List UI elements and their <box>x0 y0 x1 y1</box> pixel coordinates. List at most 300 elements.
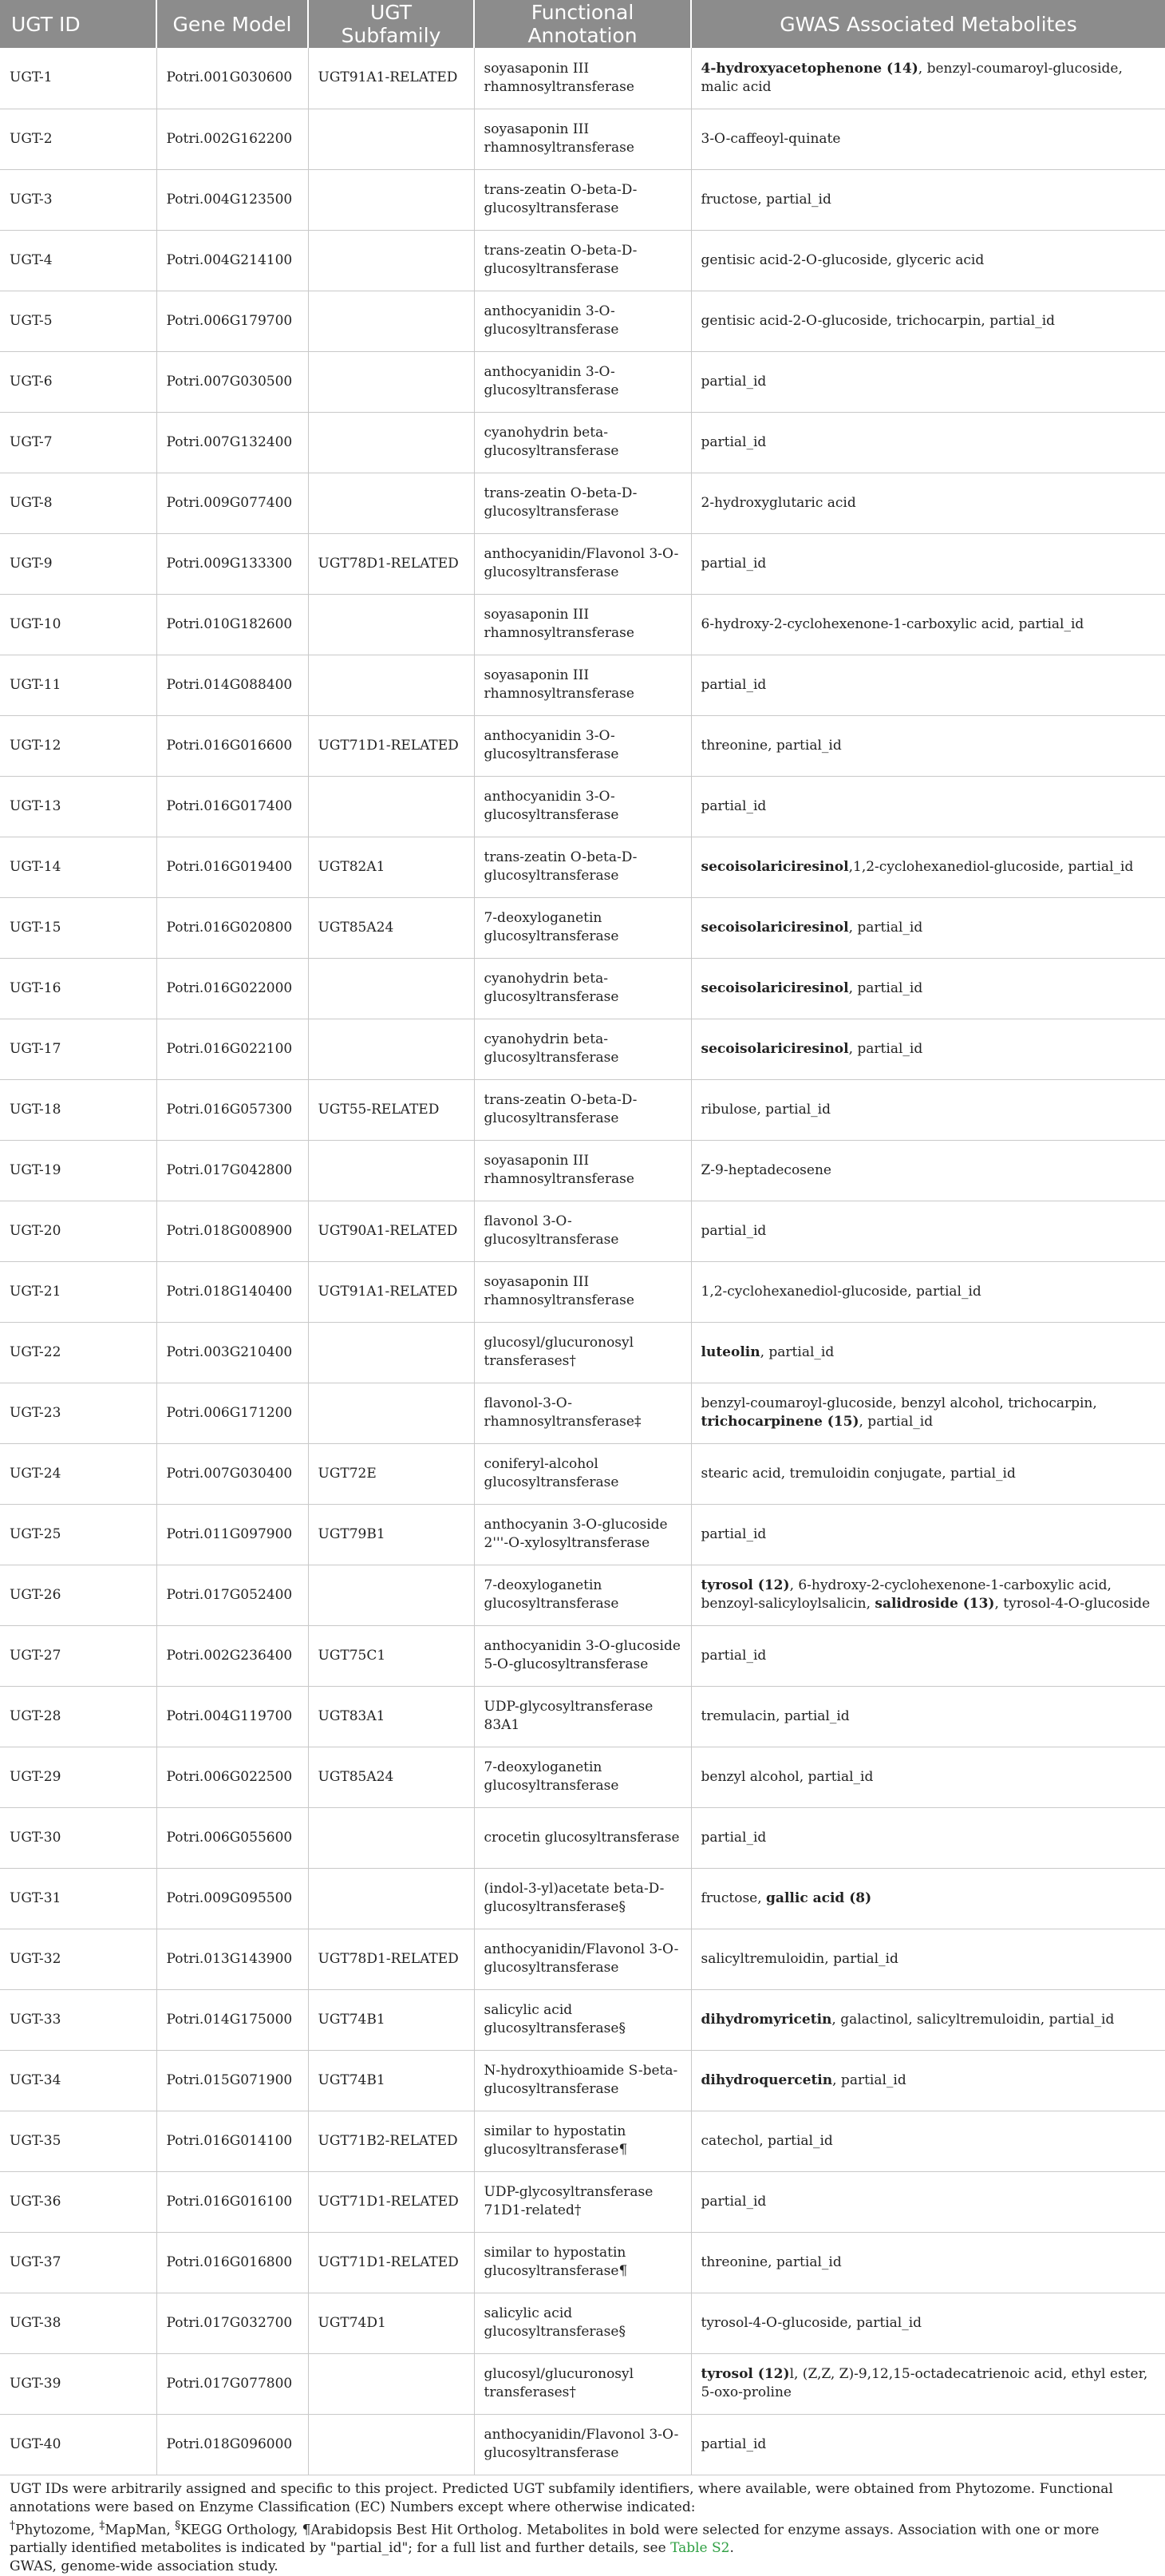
metabolite-text: catechol, partial_id <box>701 2133 833 2149</box>
cell-gwas-metabolites <box>691 2232 1165 2293</box>
cell-gwas-metabolites <box>691 1989 1165 2050</box>
metabolite-text: partial_id <box>701 2194 767 2210</box>
cell-ugt-id: UGT-36 <box>0 2171 156 2232</box>
cell-ugt-subfamily <box>308 473 474 533</box>
cell-ugt-subfamily: UGT78D1-RELATED <box>308 1929 474 1989</box>
cell-functional-annotation: anthocyanidin 3-O-glucosyltransferase <box>474 715 691 776</box>
cell-gwas-metabolites <box>691 958 1165 1019</box>
table-row <box>0 48 1165 109</box>
metabolite-text: fructose, partial_id <box>701 192 831 208</box>
cell-gwas-metabolites <box>691 412 1165 473</box>
cell-gene-model: Potri.006G171200 <box>156 1383 308 1443</box>
table-row <box>0 1201 1165 1261</box>
footnote-sup-section: § <box>175 2519 180 2532</box>
cell-gene-model: Potri.009G077400 <box>156 473 308 533</box>
bold-metabolite: secoisolariciresinol <box>701 980 849 996</box>
cell-gwas-metabolites <box>691 776 1165 837</box>
table-row <box>0 1140 1165 1201</box>
cell-functional-annotation: UDP-glycosyltransferase 71D1-related† <box>474 2171 691 2232</box>
bold-metabolite: salidroside (13) <box>875 1596 994 1612</box>
metabolite-text: partial_id <box>701 1223 767 1239</box>
cell-gene-model: Potri.016G016100 <box>156 2171 308 2232</box>
cell-functional-annotation: soyasaponin III rhamnosyltransferase <box>474 48 691 109</box>
cell-ugt-subfamily <box>308 958 474 1019</box>
cell-ugt-subfamily: UGT79B1 <box>308 1504 474 1565</box>
cell-gwas-metabolites <box>691 897 1165 958</box>
cell-ugt-subfamily <box>308 2414 474 2475</box>
cell-ugt-id: UGT-18 <box>0 1079 156 1140</box>
metabolite-text: partial_id <box>701 556 767 572</box>
table-row <box>0 1868 1165 1929</box>
cell-gene-model: Potri.016G017400 <box>156 776 308 837</box>
cell-ugt-id: UGT-15 <box>0 897 156 958</box>
cell-gene-model: Potri.007G030500 <box>156 351 308 412</box>
cell-functional-annotation: soyasaponin III rhamnosyltransferase <box>474 1261 691 1322</box>
cell-ugt-id: UGT-17 <box>0 1019 156 1079</box>
header-ugt-subfamily: UGT Subfamily <box>308 0 474 48</box>
cell-gwas-metabolites <box>691 1201 1165 1261</box>
cell-gwas-metabolites <box>691 655 1165 715</box>
cell-gene-model: Potri.016G019400 <box>156 837 308 897</box>
cell-gwas-metabolites <box>691 837 1165 897</box>
cell-ugt-id: UGT-28 <box>0 1686 156 1747</box>
metabolite-text: partial_id <box>701 1830 767 1846</box>
cell-functional-annotation: crocetin glucosyltransferase <box>474 1807 691 1868</box>
cell-ugt-subfamily <box>308 1383 474 1443</box>
cell-gene-model: Potri.016G016800 <box>156 2232 308 2293</box>
metabolite-text: partial_id <box>701 677 767 693</box>
table-row <box>0 2293 1165 2353</box>
table-footnotes <box>0 2475 1165 2576</box>
cell-gene-model: Potri.001G030600 <box>156 48 308 109</box>
metabolite-text: 3-O-caffeoyl-quinate <box>701 131 841 147</box>
metabolite-text: partial_id <box>701 434 767 450</box>
table-row <box>0 1625 1165 1686</box>
cell-gene-model: Potri.016G014100 <box>156 2111 308 2171</box>
cell-gwas-metabolites <box>691 1868 1165 1929</box>
bold-metabolite: dihydromyricetin <box>701 2012 832 2028</box>
cell-gwas-metabolites <box>691 1747 1165 1807</box>
metabolite-text: , tyrosol-4-O-glucoside <box>994 1596 1150 1612</box>
cell-ugt-subfamily <box>308 109 474 169</box>
cell-gene-model: Potri.018G008900 <box>156 1201 308 1261</box>
cell-functional-annotation: anthocyanidin 3-O-glucosyltransferase <box>474 291 691 351</box>
table-row <box>0 2050 1165 2111</box>
footnote-line-2 <box>10 2517 1155 2558</box>
header-gene-model: Gene Model <box>156 0 308 48</box>
cell-ugt-id: UGT-23 <box>0 1383 156 1443</box>
cell-ugt-subfamily: UGT83A1 <box>308 1686 474 1747</box>
cell-gene-model: Potri.009G095500 <box>156 1868 308 1929</box>
table-row <box>0 1807 1165 1868</box>
footnote-sup-ddagger: ‡ <box>99 2519 105 2532</box>
cell-ugt-subfamily: UGT71B2-RELATED <box>308 2111 474 2171</box>
metabolite-text: partial_id <box>701 1648 767 1664</box>
cell-gwas-metabolites <box>691 2111 1165 2171</box>
cell-gwas-metabolites <box>691 533 1165 594</box>
cell-gwas-metabolites <box>691 473 1165 533</box>
cell-ugt-subfamily: UGT74B1 <box>308 1989 474 2050</box>
cell-gene-model: Potri.006G022500 <box>156 1747 308 1807</box>
metabolite-text: gentisic acid-2-O-glucoside, trichocarpin, partial_id <box>701 313 1056 329</box>
cell-ugt-id: UGT-13 <box>0 776 156 837</box>
cell-ugt-subfamily <box>308 1322 474 1383</box>
bold-metabolite: tyrosol (12) <box>701 1577 790 1593</box>
cell-ugt-id: UGT-11 <box>0 655 156 715</box>
cell-ugt-id: UGT-20 <box>0 1201 156 1261</box>
cell-functional-annotation: anthocyanidin/Flavonol 3-O-glucosyltransferase <box>474 2414 691 2475</box>
cell-functional-annotation: 7-deoxyloganetin glucosyltransferase <box>474 1747 691 1807</box>
cell-functional-annotation: trans-zeatin O-beta-D-glucosyltransferase <box>474 169 691 230</box>
footnote-phytozome: Phytozome, <box>15 2522 99 2538</box>
cell-ugt-subfamily: UGT90A1-RELATED <box>308 1201 474 1261</box>
metabolite-text: ,1,2-cyclohexanediol-glucoside, partial_id <box>849 859 1134 875</box>
cell-gwas-metabolites <box>691 1625 1165 1686</box>
metabolite-text: tremulacin, partial_id <box>701 1708 850 1724</box>
cell-gwas-metabolites <box>691 1322 1165 1383</box>
table-row <box>0 169 1165 230</box>
table-header-row <box>0 0 1165 48</box>
metabolite-text: partial_id <box>701 798 767 814</box>
table-row <box>0 1261 1165 1322</box>
cell-gwas-metabolites <box>691 715 1165 776</box>
header-ugt-id: UGT ID <box>0 0 156 48</box>
cell-ugt-subfamily <box>308 1019 474 1079</box>
table-row <box>0 655 1165 715</box>
cell-ugt-subfamily: UGT85A24 <box>308 1747 474 1807</box>
cell-functional-annotation: cyanohydrin beta-glucosyltransferase <box>474 412 691 473</box>
cell-ugt-subfamily: UGT55-RELATED <box>308 1079 474 1140</box>
metabolite-text: benzyl alcohol, partial_id <box>701 1769 874 1785</box>
metabolite-text: stearic acid, tremuloidin conjugate, partial_id <box>701 1466 1016 1482</box>
cell-ugt-subfamily <box>308 291 474 351</box>
cell-ugt-id: UGT-19 <box>0 1140 156 1201</box>
cell-ugt-subfamily: UGT91A1-RELATED <box>308 48 474 109</box>
cell-ugt-id: UGT-7 <box>0 412 156 473</box>
cell-gene-model: Potri.007G132400 <box>156 412 308 473</box>
table-row <box>0 109 1165 169</box>
cell-ugt-id: UGT-8 <box>0 473 156 533</box>
cell-functional-annotation: coniferyl-alcohol glucosyltransferase <box>474 1443 691 1504</box>
cell-gwas-metabolites <box>691 169 1165 230</box>
cell-functional-annotation: anthocyanidin/Flavonol 3-O-glucosyltransferase <box>474 533 691 594</box>
table-row <box>0 1322 1165 1383</box>
cell-gene-model: Potri.004G119700 <box>156 1686 308 1747</box>
cell-ugt-id: UGT-37 <box>0 2232 156 2293</box>
table-row <box>0 594 1165 655</box>
cell-ugt-id: UGT-38 <box>0 2293 156 2353</box>
metabolite-text: , partial_id <box>849 980 923 996</box>
cell-gene-model: Potri.002G236400 <box>156 1625 308 1686</box>
cell-functional-annotation: salicylic acid glucosyltransferase§ <box>474 1989 691 2050</box>
cell-gwas-metabolites <box>691 230 1165 291</box>
header-functional-annotation: Functional Annotation <box>474 0 691 48</box>
cell-ugt-id: UGT-24 <box>0 1443 156 1504</box>
cell-ugt-id: UGT-39 <box>0 2353 156 2414</box>
cell-functional-annotation: (indol-3-yl)acetate beta-D-glucosyltransferase§ <box>474 1868 691 1929</box>
cell-gwas-metabolites <box>691 1807 1165 1868</box>
cell-gwas-metabolites <box>691 1565 1165 1625</box>
cell-ugt-subfamily: UGT71D1-RELATED <box>308 2232 474 2293</box>
bold-metabolite: gallic acid (8) <box>766 1890 871 1906</box>
cell-ugt-id: UGT-22 <box>0 1322 156 1383</box>
cell-gwas-metabolites <box>691 1079 1165 1140</box>
cell-ugt-subfamily <box>308 1868 474 1929</box>
metabolite-text: , 6-hydroxy-2-cyclohexenone-1-carboxylic acid, benzoyl-salicyloylsalicin, <box>701 1577 1112 1612</box>
cell-ugt-subfamily: UGT91A1-RELATED <box>308 1261 474 1322</box>
table-row <box>0 958 1165 1019</box>
table-row <box>0 412 1165 473</box>
metabolite-text: tyrosol-4-O-glucoside, partial_id <box>701 2315 922 2331</box>
cell-gene-model: Potri.013G143900 <box>156 1929 308 1989</box>
cell-ugt-subfamily <box>308 776 474 837</box>
cell-gene-model: Potri.016G057300 <box>156 1079 308 1140</box>
cell-functional-annotation: trans-zeatin O-beta-D-glucosyltransferase <box>474 230 691 291</box>
cell-gwas-metabolites <box>691 48 1165 109</box>
cell-functional-annotation: trans-zeatin O-beta-D-glucosyltransferase <box>474 473 691 533</box>
cell-gwas-metabolites <box>691 2050 1165 2111</box>
bold-metabolite: luteolin <box>701 1344 760 1360</box>
bold-metabolite: 4-hydroxyacetophenone (14) <box>701 61 918 77</box>
table-row <box>0 533 1165 594</box>
cell-gene-model: Potri.016G020800 <box>156 897 308 958</box>
cell-functional-annotation: UDP-glycosyltransferase 83A1 <box>474 1686 691 1747</box>
cell-ugt-subfamily <box>308 351 474 412</box>
table-row <box>0 230 1165 291</box>
cell-gene-model: Potri.007G030400 <box>156 1443 308 1504</box>
cell-functional-annotation: anthocyanidin 3-O-glucoside 5-O-glucosyltransferase <box>474 1625 691 1686</box>
cell-functional-annotation: soyasaponin III rhamnosyltransferase <box>474 594 691 655</box>
table-row <box>0 1019 1165 1079</box>
cell-gwas-metabolites <box>691 2353 1165 2414</box>
cell-ugt-id: UGT-1 <box>0 48 156 109</box>
cell-functional-annotation: soyasaponin III rhamnosyltransferase <box>474 655 691 715</box>
cell-functional-annotation: glucosyl/glucuronosyl transferases† <box>474 1322 691 1383</box>
cell-gene-model: Potri.017G077800 <box>156 2353 308 2414</box>
cell-ugt-id: UGT-27 <box>0 1625 156 1686</box>
metabolite-text: l, (Z,Z, Z)-9,12,15-octadecatrienoic acid, ethyl ester, 5-oxo-proline <box>701 2366 1148 2400</box>
table-row <box>0 1504 1165 1565</box>
cell-gwas-metabolites <box>691 291 1165 351</box>
cell-ugt-id: UGT-4 <box>0 230 156 291</box>
cell-ugt-subfamily: UGT82A1 <box>308 837 474 897</box>
cell-gwas-metabolites <box>691 2293 1165 2353</box>
cell-functional-annotation: 7-deoxyloganetin glucosyltransferase <box>474 1565 691 1625</box>
table-row <box>0 1989 1165 2050</box>
cell-ugt-subfamily <box>308 1565 474 1625</box>
cell-ugt-subfamily <box>308 594 474 655</box>
cell-gwas-metabolites <box>691 351 1165 412</box>
footnote-kegg: KEGG Orthology, ¶Arabidopsis Best Hit Ortholog. Metabolites in bold were selected for enzyme assays. Association with one or more partially identified metabolites is indicated by "partial_id"; for a full list and further details, see <box>10 2522 1099 2556</box>
metabolite-text: threonine, partial_id <box>701 2254 842 2270</box>
cell-ugt-id: UGT-25 <box>0 1504 156 1565</box>
cell-ugt-id: UGT-30 <box>0 1807 156 1868</box>
cell-gwas-metabolites <box>691 594 1165 655</box>
cell-functional-annotation: anthocyanidin 3-O-glucosyltransferase <box>474 351 691 412</box>
cell-ugt-subfamily: UGT74D1 <box>308 2293 474 2353</box>
cell-gene-model: Potri.006G055600 <box>156 1807 308 1868</box>
cell-ugt-id: UGT-31 <box>0 1868 156 1929</box>
cell-gene-model: Potri.018G096000 <box>156 2414 308 2475</box>
cell-functional-annotation: similar to hypostatin glucosyltransferase¶ <box>474 2111 691 2171</box>
cell-gene-model: Potri.017G032700 <box>156 2293 308 2353</box>
cell-functional-annotation: trans-zeatin O-beta-D-glucosyltransferase <box>474 1079 691 1140</box>
bold-metabolite: secoisolariciresinol <box>701 859 849 875</box>
table-row <box>0 291 1165 351</box>
cell-ugt-id: UGT-34 <box>0 2050 156 2111</box>
cell-ugt-subfamily: UGT75C1 <box>308 1625 474 1686</box>
table-row <box>0 897 1165 958</box>
metabolite-text: , partial_id <box>832 2072 906 2088</box>
table-row <box>0 715 1165 776</box>
cell-gene-model: Potri.017G052400 <box>156 1565 308 1625</box>
cell-functional-annotation: flavonol 3-O-glucosyltransferase <box>474 1201 691 1261</box>
cell-gene-model: Potri.011G097900 <box>156 1504 308 1565</box>
table-row <box>0 2353 1165 2414</box>
bold-metabolite: trichocarpinene (15) <box>701 1414 859 1430</box>
table-s2-link[interactable]: Table S2 <box>670 2540 729 2556</box>
table-row <box>0 2232 1165 2293</box>
cell-gene-model: Potri.002G162200 <box>156 109 308 169</box>
table-row <box>0 2414 1165 2475</box>
cell-ugt-id: UGT-29 <box>0 1747 156 1807</box>
cell-ugt-id: UGT-40 <box>0 2414 156 2475</box>
cell-gwas-metabolites <box>691 1261 1165 1322</box>
metabolite-text: partial_id <box>701 374 767 390</box>
metabolite-text: , partial_id <box>760 1344 835 1360</box>
metabolite-text: , partial_id <box>849 1041 923 1057</box>
table-row <box>0 1443 1165 1504</box>
cell-gene-model: Potri.009G133300 <box>156 533 308 594</box>
cell-gwas-metabolites <box>691 1140 1165 1201</box>
cell-functional-annotation: soyasaponin III rhamnosyltransferase <box>474 109 691 169</box>
table-row <box>0 1383 1165 1443</box>
cell-gene-model: Potri.017G042800 <box>156 1140 308 1201</box>
cell-functional-annotation: cyanohydrin beta-glucosyltransferase <box>474 958 691 1019</box>
cell-functional-annotation: glucosyl/glucuronosyl transferases† <box>474 2353 691 2414</box>
cell-gene-model: Potri.003G210400 <box>156 1322 308 1383</box>
header-gwas-metabolites: GWAS Associated Metabolites <box>691 0 1165 48</box>
table-row <box>0 1929 1165 1989</box>
cell-functional-annotation: cyanohydrin beta-glucosyltransferase <box>474 1019 691 1079</box>
cell-ugt-subfamily: UGT78D1-RELATED <box>308 533 474 594</box>
cell-gene-model: Potri.004G214100 <box>156 230 308 291</box>
metabolite-text: ribulose, partial_id <box>701 1102 831 1118</box>
cell-functional-annotation: trans-zeatin O-beta-D-glucosyltransferase <box>474 837 691 897</box>
table-row <box>0 1686 1165 1747</box>
cell-gene-model: Potri.018G140400 <box>156 1261 308 1322</box>
footnote-sup-dagger: † <box>10 2519 15 2532</box>
bold-metabolite: dihydroquercetin <box>701 2072 833 2088</box>
cell-gwas-metabolites <box>691 2414 1165 2475</box>
cell-gene-model: Potri.016G016600 <box>156 715 308 776</box>
cell-gwas-metabolites <box>691 1019 1165 1079</box>
footnote-mapman: MapMan, <box>105 2522 175 2538</box>
cell-ugt-subfamily <box>308 1807 474 1868</box>
cell-ugt-id: UGT-35 <box>0 2111 156 2171</box>
cell-ugt-id: UGT-9 <box>0 533 156 594</box>
metabolite-text: 2-hydroxyglutaric acid <box>701 495 856 511</box>
cell-gwas-metabolites <box>691 109 1165 169</box>
cell-ugt-subfamily: UGT74B1 <box>308 2050 474 2111</box>
metabolite-text: fructose, <box>701 1890 767 1906</box>
metabolite-text: partial_id <box>701 2436 767 2452</box>
cell-ugt-subfamily <box>308 169 474 230</box>
cell-gene-model: Potri.006G179700 <box>156 291 308 351</box>
cell-gwas-metabolites <box>691 1383 1165 1443</box>
metabolite-text: 1,2-cyclohexanediol-glucoside, partial_id <box>701 1284 981 1300</box>
table-body <box>0 48 1165 2475</box>
bold-metabolite: secoisolariciresinol <box>701 920 849 936</box>
cell-functional-annotation: soyasaponin III rhamnosyltransferase <box>474 1140 691 1201</box>
footnote-line-1: UGT IDs were arbitrarily assigned and specific to this project. Predicted UGT subfamily identifiers, where available, were obtained from Phytozome. Functional annotations were based on Enzyme Classification (EC) Numbers except where otherwise indicated: <box>10 2480 1155 2517</box>
cell-ugt-subfamily: UGT72E <box>308 1443 474 1504</box>
cell-gwas-metabolites <box>691 1686 1165 1747</box>
cell-functional-annotation: salicylic acid glucosyltransferase§ <box>474 2293 691 2353</box>
metabolite-text: , benzyl-coumaroyl-glucoside, malic acid <box>701 61 1123 95</box>
cell-gwas-metabolites <box>691 1929 1165 1989</box>
cell-ugt-id: UGT-14 <box>0 837 156 897</box>
table-row <box>0 2171 1165 2232</box>
cell-ugt-subfamily <box>308 1140 474 1201</box>
cell-ugt-id: UGT-33 <box>0 1989 156 2050</box>
metabolite-text: , partial_id <box>859 1414 934 1430</box>
cell-ugt-subfamily <box>308 655 474 715</box>
cell-ugt-id: UGT-26 <box>0 1565 156 1625</box>
cell-ugt-id: UGT-2 <box>0 109 156 169</box>
cell-ugt-subfamily: UGT85A24 <box>308 897 474 958</box>
cell-gwas-metabolites <box>691 1443 1165 1504</box>
metabolite-text: partial_id <box>701 1526 767 1542</box>
cell-ugt-subfamily: UGT71D1-RELATED <box>308 715 474 776</box>
cell-functional-annotation: flavonol-3-O-rhamnosyltransferase‡ <box>474 1383 691 1443</box>
bold-metabolite: tyrosol (12) <box>701 2366 790 2382</box>
cell-ugt-id: UGT-21 <box>0 1261 156 1322</box>
cell-ugt-subfamily <box>308 230 474 291</box>
table-row <box>0 1565 1165 1625</box>
cell-functional-annotation: anthocyanidin/Flavonol 3-O-glucosyltransferase <box>474 1929 691 1989</box>
footnote-end: . <box>729 2540 733 2556</box>
cell-ugt-id: UGT-12 <box>0 715 156 776</box>
cell-functional-annotation: 7-deoxyloganetin glucosyltransferase <box>474 897 691 958</box>
cell-functional-annotation: anthocyanidin 3-O-glucosyltransferase <box>474 776 691 837</box>
metabolite-text: benzyl-coumaroyl-glucoside, benzyl alcohol, trichocarpin, <box>701 1395 1097 1411</box>
metabolite-text: 6-hydroxy-2-cyclohexenone-1-carboxylic acid, partial_id <box>701 616 1084 632</box>
table-row <box>0 837 1165 897</box>
cell-gene-model: Potri.016G022000 <box>156 958 308 1019</box>
footnote-line-3: GWAS, genome-wide association study. <box>10 2558 1155 2576</box>
cell-gene-model: Potri.010G182600 <box>156 594 308 655</box>
cell-ugt-id: UGT-32 <box>0 1929 156 1989</box>
cell-ugt-subfamily <box>308 412 474 473</box>
cell-gene-model: Potri.004G123500 <box>156 169 308 230</box>
table-row <box>0 1747 1165 1807</box>
cell-gene-model: Potri.016G022100 <box>156 1019 308 1079</box>
bold-metabolite: secoisolariciresinol <box>701 1041 849 1057</box>
metabolite-text: salicyltremuloidin, partial_id <box>701 1951 898 1967</box>
metabolite-text: threonine, partial_id <box>701 738 842 754</box>
cell-gene-model: Potri.015G071900 <box>156 2050 308 2111</box>
cell-gwas-metabolites <box>691 1504 1165 1565</box>
cell-functional-annotation: similar to hypostatin glucosyltransferase¶ <box>474 2232 691 2293</box>
cell-gene-model: Potri.014G088400 <box>156 655 308 715</box>
cell-ugt-subfamily: UGT71D1-RELATED <box>308 2171 474 2232</box>
table-row <box>0 776 1165 837</box>
cell-functional-annotation: anthocyanin 3-O-glucoside 2'''-O-xylosyltransferase <box>474 1504 691 1565</box>
table-row <box>0 2111 1165 2171</box>
metabolite-text: gentisic acid-2-O-glucoside, glyceric acid <box>701 252 985 268</box>
cell-ugt-id: UGT-5 <box>0 291 156 351</box>
